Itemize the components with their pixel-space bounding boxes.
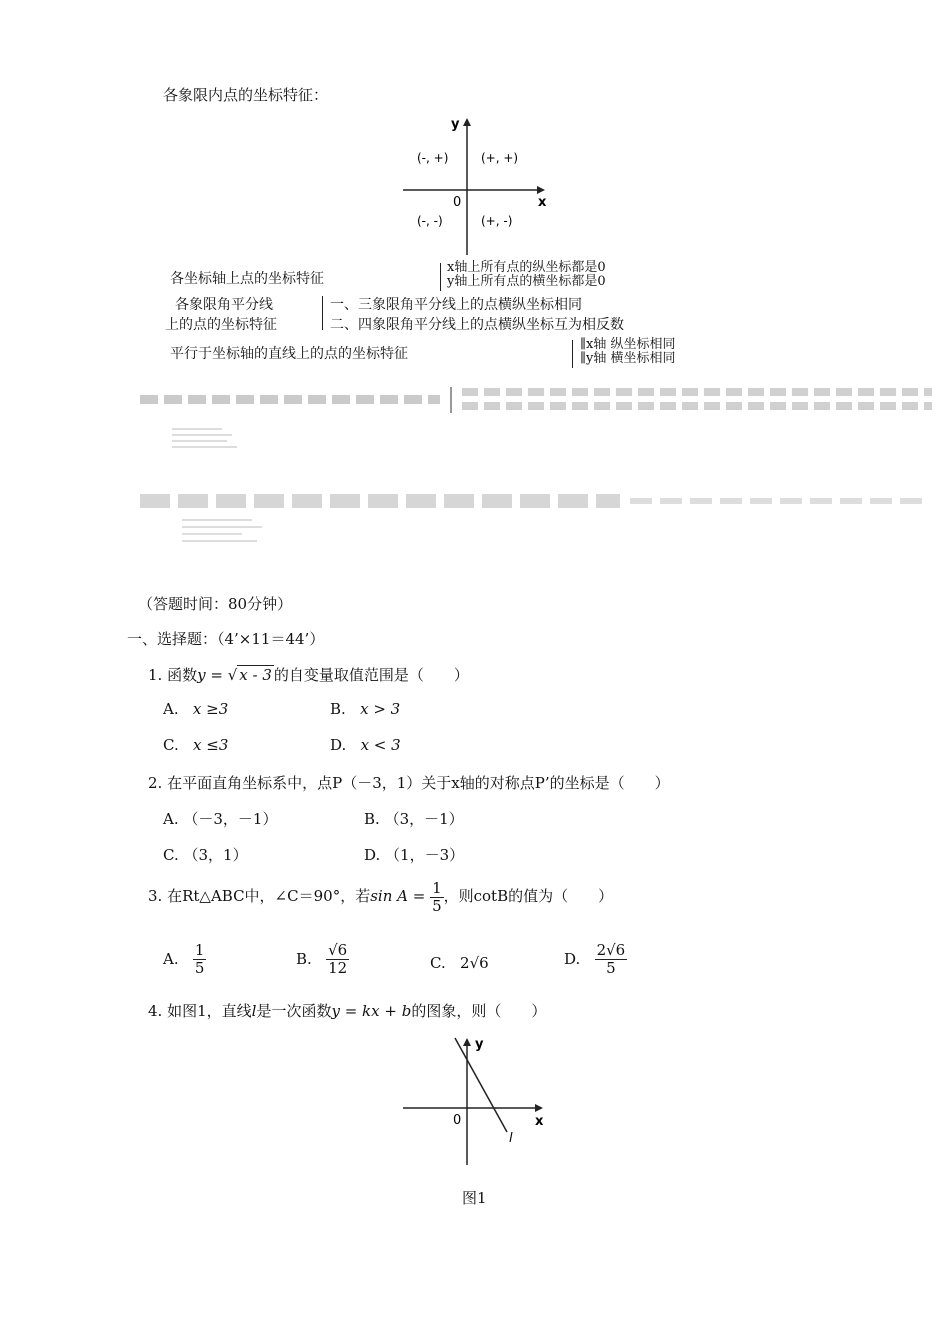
question-2 [148, 772, 670, 793]
q1-option-b-text: x > 3 [360, 700, 401, 718]
q2-option-c-letter: C. [163, 846, 179, 864]
axis-feature-y: y轴上所有点的横坐标都是0 [447, 274, 606, 289]
exam-time: （答题时间：80分钟） [138, 595, 293, 613]
q3-sin: sin A = [370, 887, 431, 905]
q3-option-d-numerator: 2√6 [596, 941, 626, 959]
q1-option-a-letter: A. [163, 700, 179, 718]
q2-option-a[interactable] [163, 808, 277, 829]
q3-option-d-fraction [595, 942, 628, 976]
graph2-y-label: y [475, 1037, 484, 1052]
q2-option-d-text: （1，－3） [385, 846, 465, 864]
q3-option-b[interactable] [296, 942, 349, 976]
question-1 [148, 664, 469, 685]
q1-eq: = [205, 666, 228, 684]
question-4 [148, 1000, 546, 1021]
q1-option-d[interactable] [330, 736, 401, 754]
graph1-origin: 0 [453, 195, 462, 210]
bisector-1: 一、三象限角平分线上的点横纵坐标相同 [330, 297, 582, 313]
q2-number: 2. [148, 774, 163, 792]
q2-option-b[interactable] [364, 808, 464, 829]
q1-number: 1. [148, 666, 163, 684]
q3-option-a-letter: A. [163, 950, 179, 968]
q1-option-a-text: x ≥3 [192, 700, 229, 718]
q4-l: l [251, 1002, 257, 1020]
question-3 [148, 880, 613, 914]
bisector-label-1: 各象限角平分线 [175, 297, 273, 313]
q3-pre: 在Rt△ABC中，∠C＝90°，若 [167, 887, 371, 905]
figure-1-caption: 图1 [462, 1189, 487, 1207]
q2-option-b-text: （3，－1） [384, 810, 464, 828]
q4-line-graph [395, 1030, 555, 1170]
illegible-tiny-block-2 [162, 514, 302, 560]
q3-option-c-letter: C. [430, 954, 446, 972]
graph1-q3: (-, -) [417, 214, 443, 228]
q2-option-c-text: （3，1） [183, 846, 248, 864]
q3-number: 3. [148, 887, 163, 905]
q2-option-a-letter: A. [163, 810, 179, 828]
q1-pre: 函数 [167, 666, 198, 684]
q1-option-a[interactable] [163, 700, 228, 718]
q1-option-c[interactable] [163, 736, 228, 754]
q3-option-c-text: 2√6 [460, 954, 489, 972]
bisector-2: 二、四象限角平分线上的点横纵坐标互为相反数 [330, 317, 624, 333]
graph2-x-label: x [535, 1114, 544, 1129]
q3-option-b-numerator: √6 [328, 941, 348, 959]
q3-option-a-numerator: 1 [194, 941, 205, 959]
q1-radicand: x - 3 [239, 666, 272, 684]
q1-option-b-letter: B. [330, 700, 346, 718]
q3-option-d-denominator: 5 [606, 958, 616, 977]
graph1-x-label: x [538, 195, 547, 210]
q4-mid: 是一次函数 [256, 1002, 332, 1020]
q2-option-a-text: （－3，－1） [183, 810, 278, 828]
q3-option-a[interactable] [163, 942, 206, 976]
q3-post: ，则cotB的值为（ ） [443, 887, 614, 905]
quadrant-graph [395, 110, 555, 260]
q4-equation: y = kx + b [331, 1002, 412, 1020]
section-heading: 一、选择题：（4’×11＝44’） [127, 630, 325, 648]
graph1-q1: (+, +) [481, 151, 519, 165]
q2-option-c[interactable] [163, 844, 248, 865]
q4-pre: 如图1，直线 [167, 1002, 252, 1020]
bisector-label-2: 上的点的坐标特征 [165, 317, 277, 333]
q3-option-d-letter: D. [564, 950, 581, 968]
q1-option-b[interactable] [330, 700, 400, 718]
axis-feature-x: x轴上所有点的纵坐标都是0 [447, 260, 606, 275]
q2-text: 在平面直角坐标系中，点P（－3，1）关于x轴的对称点P’的坐标是（ ） [167, 774, 670, 792]
q1-option-c-text: x ≤3 [193, 736, 229, 754]
q1-post: 的自变量取值范围是（ ） [273, 666, 469, 684]
q1-y: y [197, 666, 206, 684]
q3-sin-numerator: 1 [432, 879, 442, 897]
q1-option-d-text: x < 3 [360, 736, 401, 754]
q1-option-d-letter: D. [330, 736, 347, 754]
graph1-y-label: y [451, 117, 460, 132]
q4-number: 4. [148, 1002, 163, 1020]
q3-sin-fraction [430, 880, 444, 914]
parallel-x: ∥x轴 纵坐标相同 [580, 337, 676, 352]
q3-option-b-fraction [326, 942, 349, 976]
graph1-q2: (-, +) [417, 151, 449, 165]
graph1-q4: (+, -) [481, 214, 513, 228]
q1-sqrt-sign: √ [227, 666, 238, 684]
q3-option-a-denominator: 5 [194, 958, 205, 977]
q3-option-c[interactable] [430, 954, 489, 972]
q4-post: 的图象，则（ ） [411, 1002, 547, 1020]
q2-option-b-letter: B. [364, 810, 380, 828]
q2-option-d[interactable] [364, 844, 464, 865]
quadrant-heading: 各象限内点的坐标特征： [163, 86, 329, 104]
parallel-label: 平行于坐标轴的直线上的点的坐标特征 [170, 346, 408, 362]
q1-option-c-letter: C. [163, 736, 179, 754]
illegible-tiny-block-1 [160, 424, 240, 458]
illegible-row-1 [140, 385, 940, 415]
parallel-y: ∥y轴 横坐标相同 [580, 351, 676, 366]
graph2-origin: 0 [453, 1113, 462, 1128]
q3-option-d[interactable] [564, 942, 627, 976]
illegible-row-2 [140, 490, 940, 512]
q3-option-a-fraction [193, 942, 207, 976]
q3-option-b-denominator: 12 [328, 958, 348, 977]
q3-sin-denominator: 5 [432, 896, 442, 915]
axis-feature-label: 各坐标轴上点的坐标特征 [170, 271, 324, 287]
q3-option-b-letter: B. [296, 950, 312, 968]
graph2-line-label: l [509, 1131, 513, 1146]
q2-option-d-letter: D. [364, 846, 381, 864]
